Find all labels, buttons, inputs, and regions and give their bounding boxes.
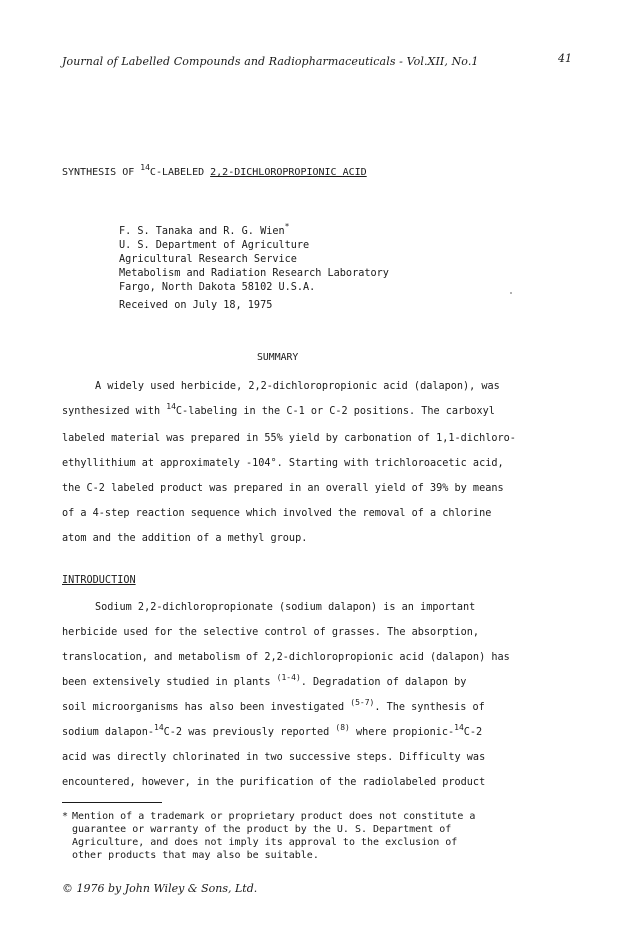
footnote-line: guarantee or warranty of the product by the U. S. Department of [72, 824, 452, 835]
intro-text: C-2 was previously reported [163, 727, 336, 738]
affiliation-line: Fargo, North Dakota 58102 U.S.A. [119, 282, 316, 293]
citation: (8) [335, 723, 350, 732]
page-number: 41 [558, 52, 572, 65]
intro-superscript: 14 [454, 723, 464, 732]
summary-line: the C-2 labeled product was prepared in an overall yield of 39% by means [62, 483, 504, 494]
summary-text: synthesized with [62, 406, 167, 417]
title-prefix: SYNTHESIS OF [62, 167, 141, 178]
intro-line: translocation, and metabolism of 2,2-dichloropropionic acid (dalapon) has [62, 652, 510, 663]
intro-text: been extensively studied in plants [62, 677, 277, 688]
intro-text: where propionic- [349, 727, 455, 738]
footnote-mark: * [62, 811, 69, 822]
affiliation-line: Agricultural Research Service [119, 254, 297, 265]
footnote-line: Agriculture, and does not imply its approval to the exclusion of [72, 837, 458, 848]
citation: (1-4) [276, 673, 301, 682]
intro-line: encountered, however, in the purification of the radiolabeled product [62, 777, 486, 788]
authors-text: F. S. Tanaka and R. G. Wien [119, 226, 285, 237]
authors-mark: * [284, 222, 290, 231]
intro-text: . The synthesis of [374, 702, 485, 713]
intro-line [62, 673, 467, 688]
summary-line: ethyllithium at approximately -104°. Starting with trichloroacetic acid, [62, 458, 504, 469]
title-part-b: 2,2-DICHLOROPROPIONIC ACID [210, 167, 367, 178]
summary-superscript: 14 [166, 402, 176, 411]
paper-title [62, 163, 367, 178]
summary-line: A widely used herbicide, 2,2-dichloropropionic acid (dalapon), was [95, 381, 500, 392]
title-superscript: 14 [140, 163, 150, 172]
intro-text: soil microorganisms has also been investigated [62, 702, 351, 713]
summary-line: atom and the addition of a methyl group. [62, 533, 308, 544]
summary-heading: SUMMARY [257, 352, 299, 363]
summary-line: of a 4-step reaction sequence which involved the removal of a chlorine [62, 508, 492, 519]
received-date: Received on July 18, 1975 [119, 300, 273, 311]
intro-line: herbicide used for the selective control of grasses. The absorption, [62, 627, 480, 638]
journal-header: Journal of Labelled Compounds and Radiopharmaceuticals - Vol.XII, No.1 [62, 55, 479, 68]
affiliation-line: U. S. Department of Agriculture [119, 240, 310, 251]
intro-superscript: 14 [154, 723, 164, 732]
intro-line [62, 698, 485, 713]
summary-text: C-labeling in the C-1 or C-2 positions. The carboxyl [175, 406, 495, 417]
intro-text: sodium dalapon- [62, 727, 155, 738]
copyright-notice: © 1976 by John Wiley & Sons, Ltd. [62, 882, 258, 895]
footnote-divider [62, 802, 162, 803]
intro-text: . Degradation of dalapon by [300, 677, 467, 688]
intro-line [62, 723, 483, 738]
intro-line: Sodium 2,2-dichloropropionate (sodium dalapon) is an important [95, 602, 476, 613]
footnote-line: Mention of a trademark or proprietary product does not constitute a [72, 811, 476, 822]
citation: (5-7) [350, 698, 375, 707]
intro-line: acid was directly chlorinated in two successive steps. Difficulty was [62, 752, 486, 763]
intro-text: C-2 [463, 727, 483, 738]
summary-line: labeled material was prepared in 55% yield by carbonation of 1,1-dichloro- [62, 433, 516, 444]
title-part-a: C-LABELED [149, 167, 211, 178]
authors [119, 222, 290, 237]
affiliation-line: Metabolism and Radiation Research Laboratory [119, 268, 389, 279]
scan-speck [510, 292, 512, 294]
summary-line [62, 402, 495, 417]
footnote-line: other products that may also be suitable. [72, 850, 319, 861]
introduction-heading: INTRODUCTION [62, 575, 136, 586]
